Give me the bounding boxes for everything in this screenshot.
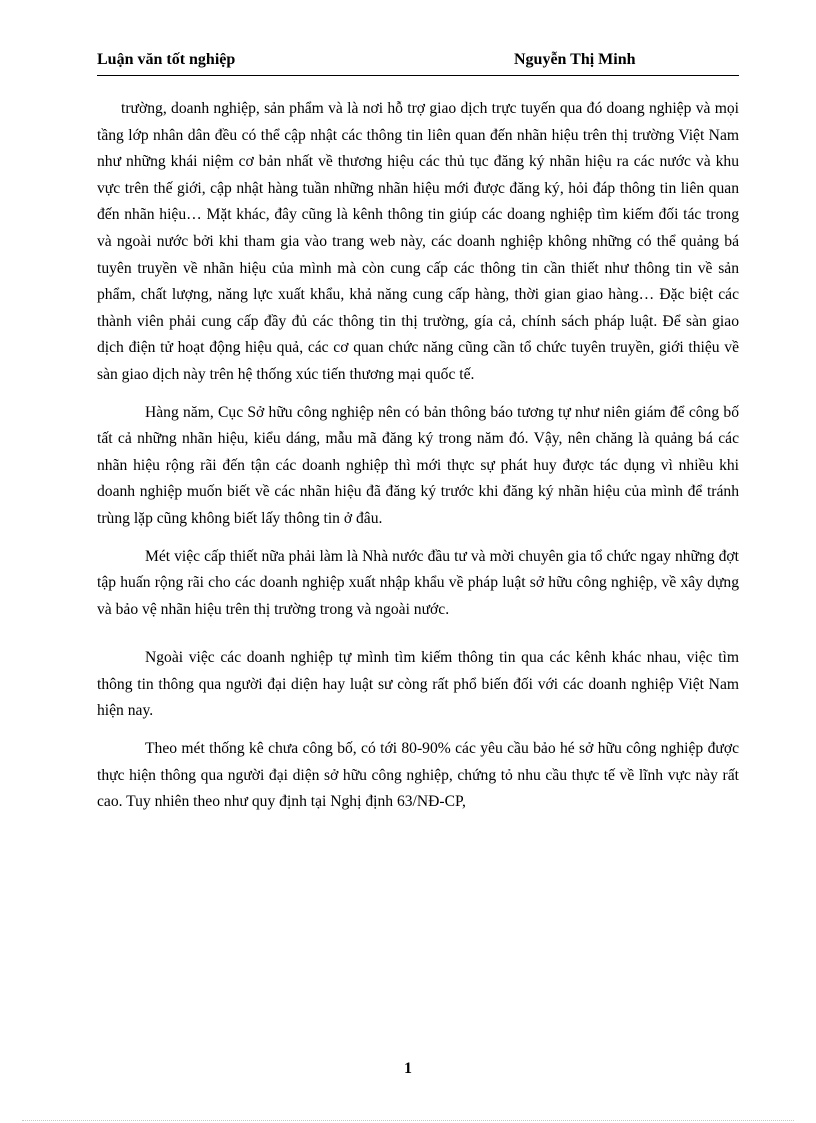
header-author-name: Nguyễn Thị Minh — [514, 51, 636, 68]
page-bottom-edge — [22, 1120, 794, 1121]
header-divider — [97, 75, 739, 76]
paragraph-3: Mét việc cấp thiết nữa phải làm là Nhà nước đầu tư và mời chuyên gia tổ chức ngay những đợt tập huấn rộng rãi cho các doanh nghiệp xuất nhập khẩu về pháp luật sở hữu công nghiệp, về xây dựng và bảo vệ nhãn hiệu trên thị trường trong và ngoài nước. — [97, 547, 739, 618]
document-body — [97, 96, 739, 816]
paragraph-2: Hàng năm, Cục Sở hữu công nghiệp nên có bản thông báo tương tự như niên giám để công bố tất cả những nhãn hiệu, kiểu dáng, mẫu mã đăng ký trong năm đó. Vậy, nên chăng là quảng bá các nhãn hiệu rộng rãi đến tận các doanh nghiệp thì mới thực sự phát huy được tác dụng vì nhiều khi doanh nghiệp muốn biết về các nhãn hiệu đã đăng ký trước khi đăng ký nhãn hiệu của mình để tránh trùng lặp cũng không biết lấy thông tin ở đâu. — [97, 403, 739, 527]
page-header — [97, 50, 739, 72]
paragraph-5: Theo mét thống kê chưa công bố, có tới 80-90% các yêu cầu bảo hé sở hữu công nghiệp được thực hiện thông qua người đại diện sở hữu công nghiệp, chứng tỏ nhu cầu thực tế về lĩnh vực này rất cao. Tuy nhiên theo như quy định tại Nghị định 63/NĐ-CP, — [97, 740, 739, 811]
page-number: 1 — [404, 1060, 412, 1077]
paragraph-1: trường, doanh nghiệp, sản phẩm và là nơi hỗ trợ giao dịch trực tuyến qua đó doang nghiệp và mọi tầng lớp nhân dân đều có thể cập nhật các thông tin liên quan đến nhãn hiệu trên thị trường Việt Nam như những khái niệm cơ bản nhất về thương hiệu các thủ tục đăng ký nhãn hiệu ra các nước và khu vực trên thế giới, cập nhật hàng tuần những nhãn hiệu mới được đăng ký, hỏi đáp thông tin liên quan đến nhãn hiệu… Mặt khác, đây cũng là kênh thông tin giúp các doang nghiệp tìm kiếm đối tác trong và ngoài nước bởi khi tham gia vào trang web này, các doanh nghiệp không những có thể quảng bá tuyên truyền về nhãn hiệu của mình mà còn cung cấp các thông tin cần thiết như thông tin về sản phẩm, chất lượng, năng lực xuất khẩu, khả năng cung cấp hàng, thời gian giao hàng… Đặc biệt các thành viên phải cung cấp đầy đủ các thông tin thị trường, gía cả, chính sách pháp luật. Để sàn giao dịch điện tử hoạt động hiệu quả, các cơ quan chức năng cũng cần tổ chức tuyên truyền, giới thiệu về sàn giao dịch này trên hệ thống xúc tiến thương mại quốc tế. — [97, 100, 739, 383]
paragraph-4: Ngoài việc các doanh nghiệp tự mình tìm kiếm thông tin qua các kênh khác nhau, việc tìm thông tin thông qua người đại diện hay luật sư còng rất phổ biến đối với các doanh nghiệp Việt Nam hiện nay. — [97, 649, 739, 720]
header-thesis-title: Luận văn tốt nghiệp — [97, 51, 236, 68]
